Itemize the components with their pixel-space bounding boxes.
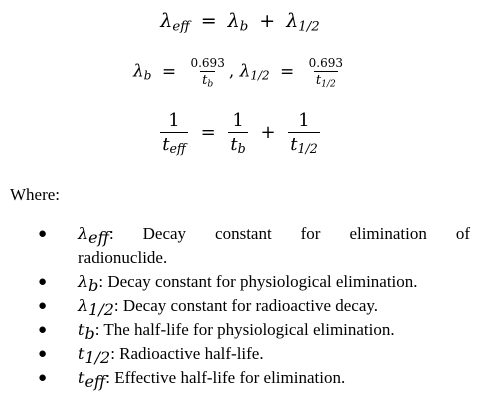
- list-item: ● $\lambda_b$: Decay constant for physiological elimination.: [38, 272, 418, 295]
- plus-sign: +: [260, 121, 276, 143]
- list-item: [0, 246, 470, 270]
- equals-sign: =: [161, 61, 177, 82]
- definition-text: : The half-life for physiological elimination.: [94, 320, 395, 339]
- lambda-symbol: λ: [160, 10, 173, 32]
- definitions-list: [0, 222, 470, 390]
- fraction: [307, 56, 345, 88]
- equals-sign: =: [200, 121, 216, 143]
- equals-sign: =: [279, 61, 295, 82]
- list-item: ● $\lambda_{eff}$: Decay constant for elimination of: [38, 224, 470, 247]
- definition-text: : Decay constant for radioactive decay.: [113, 296, 379, 315]
- bullet-icon: ●: [38, 346, 48, 362]
- fraction: [188, 56, 226, 88]
- list-item: ● $\lambda_{1/2}$: Decay constant for radioactive decay.: [38, 296, 379, 319]
- subscript: eff: [172, 19, 190, 35]
- bullet-icon: ●: [38, 322, 48, 338]
- bullet-icon: ●: [38, 226, 48, 242]
- lambda-symbol: λ: [133, 61, 144, 82]
- comma: ,: [228, 61, 235, 82]
- equals-sign: =: [200, 10, 217, 32]
- plus-sign: +: [259, 10, 276, 32]
- equation-decay-constants: [0, 56, 480, 88]
- bullet-icon: ●: [38, 298, 48, 314]
- definition-text: : Decay constant for physiological elimination.: [98, 272, 418, 291]
- subscript: 1/2: [298, 19, 320, 35]
- fraction-numerator: 1: [168, 110, 180, 131]
- definition-text: radionuclide.: [78, 248, 168, 267]
- where-label: Where:: [10, 185, 61, 204]
- fraction: [228, 110, 247, 155]
- fraction-denominator: $t_{eff}$: [162, 134, 186, 157]
- fraction-numerator: 1: [298, 110, 310, 131]
- lambda-symbol: λ: [239, 61, 251, 82]
- fraction-numerator: 0.693: [190, 56, 225, 70]
- fraction-numerator: 0.693: [308, 56, 343, 70]
- fraction: [288, 110, 320, 155]
- fraction: [160, 110, 188, 155]
- list-item: ● $t_{1/2}$: Radioactive half-life.: [38, 344, 264, 367]
- fraction-denominator: $t_b$: [230, 134, 246, 157]
- list-item: ● $t_{eff}$: Effective half-life for elimination.: [38, 368, 346, 391]
- equation-effective-decay-constant: [0, 10, 480, 35]
- subscript: b: [143, 68, 152, 83]
- fraction-numerator: 1: [232, 110, 244, 131]
- fraction-denominator: $t_b$: [202, 73, 214, 90]
- fraction-denominator: $t_{1/2}$: [315, 73, 336, 90]
- bullet-icon: ●: [38, 274, 48, 290]
- equation-effective-half-life: [0, 110, 480, 155]
- lambda-symbol: λ: [286, 10, 299, 32]
- definition-text: : Radioactive half-life.: [110, 344, 264, 363]
- lambda-symbol: λ: [227, 10, 240, 32]
- subscript: 1/2: [250, 68, 270, 83]
- definition-text: : Decay constant for elimination of: [108, 224, 470, 243]
- subscript: b: [239, 19, 249, 35]
- list-item: ● $t_b$: The half-life for physiological elimination.: [38, 320, 395, 343]
- definition-text: : Effective half-life for elimination.: [105, 368, 346, 387]
- bullet-icon: ●: [38, 370, 48, 386]
- fraction-denominator: $t_{1/2}$: [290, 134, 318, 157]
